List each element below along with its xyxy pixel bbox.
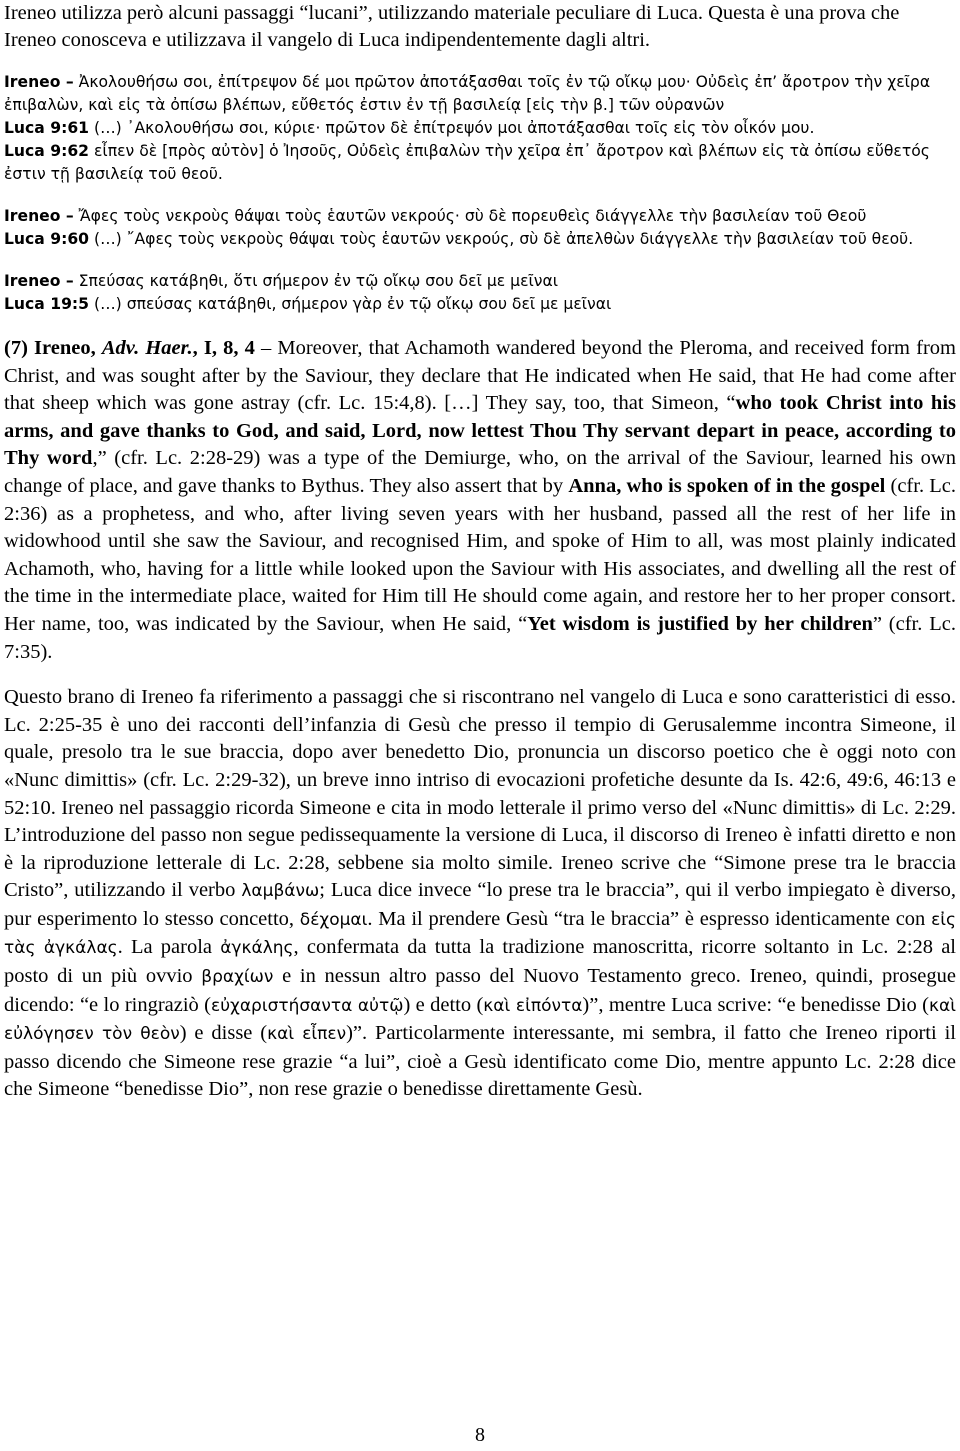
body-text: ,” (cfr. Lc. 2:28-29) was a type of the Demiurge, who, on the arrival of the Saviour, learned his own change of place, and gave thanks to Bythus. They also assert that by xyxy=(4,447,956,497)
ireneo-citation xyxy=(4,71,956,117)
greek-word: καὶ εὐλόγησεν τὸν θεὸν xyxy=(4,995,956,1045)
body-text: ) e detto ( xyxy=(403,993,484,1016)
section-7-paragraph xyxy=(4,335,956,666)
greek-word: καὶ εἶπεν xyxy=(267,1024,347,1045)
ireneo-label: Ireneo – xyxy=(4,272,74,290)
luca-label: Luca 19:5 xyxy=(4,295,90,313)
ireneo-greek-text: Ἄφες τοὺς νεκροὺς θάψαι τοὺς ἑαυτῶν νεκρούς· σὺ δὲ πορευθεὶς διάγγελλε τὴν βασιλείαν τοῦ Θεοῦ xyxy=(78,207,867,225)
luca-greek-text: (…) σπεύσας κατάβηθι, σήμερον γὰρ ἐν τῷ οἴκῳ σου δεῖ με μεῖναι xyxy=(94,295,612,313)
luca-label: Luca 9:60 xyxy=(4,230,90,248)
greek-word: εὐχαριστήσαντα αὐτῷ xyxy=(211,995,404,1016)
bold-quote: Anna, who is spoken of in the gospel xyxy=(568,474,886,497)
luca-greek-text: (…) ᾿Ακολουθήσω σοι, κύριε· πρῶτον δὲ ἐπίτρεψόν μοι ἀποτάξασθαι τοῖς εἰς τὸν οἶκόν μου. xyxy=(94,119,815,137)
work-reference: , I, 8, 4 xyxy=(192,337,255,359)
body-text: – Moreover, that Achamoth wandered beyond the Pleroma, and received form from Christ, and was sought after by the Saviour, they declare that He indicated when He said, that He had come after that sheep which was gone astray (cfr. Lc. 15:4,8). […] They say, too, that Simeon, “ xyxy=(4,337,956,415)
citation-group xyxy=(4,270,956,316)
greek-word: εἰς τὰς ἀγκάλας xyxy=(4,909,956,959)
ireneo-greek-text: Ἀκολουθήσω σοι, ἐπίτρεψον δέ μοι πρῶτον ἀποτάξασθαι τοῖς ἐν τῷ οἴκῳ μου· Οὐδεὶς ἐπ’ ἄροτρον τὴν χεῖρα ἐπιβαλὼν, καὶ εἰς τὰ ὀπίσω βλέπων, εὔθετός ἐστιν ἐν τῇ βασιλείᾳ [εἰς τὴν β.] τῶν οὐρανῶν xyxy=(4,73,931,114)
luca-citation xyxy=(4,117,956,140)
body-text: ” (cfr. Lc. 7:35). xyxy=(4,612,956,663)
luca-label: Luca 9:61 xyxy=(4,119,90,137)
luca-citation xyxy=(4,293,956,316)
body-text: (cfr. Lc. 2:36) as a prophetess, and who, after living seven years with her husband, passed all the rest of her life in widowhood until she saw the Saviour, and recognised Him, and spoke of Him to all, was most plainly indicated Achamoth, who, having for a little while looked upon the Saviour with His associates, and dwelling all the rest of the time in the intermediate place, waited for Him till He should come again, and restore her to her proper consort. Her name, too, was indicated by the Saviour, when He said, “ xyxy=(4,474,956,635)
body-text: . La parola xyxy=(117,936,221,959)
greek-word: λαμβάνω xyxy=(241,881,320,902)
citation-group xyxy=(4,205,956,251)
body-text: . Ma il prendere Gesù “tra le braccia” è espresso identicamente con xyxy=(367,907,932,930)
ireneo-citation xyxy=(4,270,956,293)
body-text: e in nessun altro passo del Nuovo Testamento greco. Ireneo, quindi, prosegue dicendo: “e lo ringraziò ( xyxy=(4,965,957,1016)
ireneo-label: Ireneo – xyxy=(4,207,74,225)
body-text: Questo brano di Ireneo fa riferimento a passaggi che si riscontrano nel vangelo di Luca e sono caratteristici di esso. Lc. 2:25-35 è uno dei racconti dell’infanzia di Gesù che presso il tempio di Gerusalemme incontra Simeone, il quale, presolo tra le sue braccia, dopo aver benedetto Dio, pronuncia un discorso poetico che è oggi noto con «Nunc dimittis» (cfr. Lc. 2:29-32), un breve inno intriso di evocazioni profetiche desunte da Is. 42:6, 49:6, 46:13 e 52:10. Ireneo nel passaggio ricorda Simeone e cita in modo letterale il primo verso del «Nunc dimittis» di Lc. 2:29. L’introduzione del passo non segue pedissequamente la versione di Luca, il discorso di Ireneo è infatti diretto e non è la riproduzione letterale di Lc. 2:28, sebbene sia molto simile. Ireneo scrive che “Simone prese tra le braccia Cristo”, utilizzando il verbo xyxy=(4,686,956,902)
bold-quote: who took Christ into his arms, and gave thanks to God, and said, Lord, now lettest Thou Thy servant depart in peace, according to Thy word xyxy=(4,392,956,470)
body-text: , confermata da tutta la tradizione manoscritta, ricorre soltanto in Lc. 2:28 al posto di un più ovvio xyxy=(4,936,957,988)
luca-label: Luca 9:62 xyxy=(4,142,90,160)
luca-greek-text: εἶπεν δὲ [πρὸς αὐτὸν] ὁ Ἰησοῦς, Οὐδεὶς ἐπιβαλὼν τὴν χεῖρα ἐπ᾽ ἄροτρον καὶ βλέπων εἰς τὰ ὀπίσω εὔθετός ἐστιν τῇ βασιλείᾳ τοῦ θεοῦ. xyxy=(4,142,930,183)
greek-word: καὶ εἰπόντα xyxy=(483,995,583,1016)
ireneo-greek-text: Σπεύσας κατάβηθι, ὅτι σήμερον ἐν τῷ οἴκῳ σου δεῖ με μεῖναι xyxy=(78,272,559,290)
section-number: (7) Ireneo, xyxy=(4,337,102,359)
ireneo-label: Ireneo – xyxy=(4,73,74,91)
body-text: ; Luca dice invece “lo prese tra le braccia”, qui il verbo impiegato è diverso, pur esperimento lo stesso concetto, xyxy=(4,879,956,930)
body-text: ) e disse ( xyxy=(179,1022,268,1045)
body-text: )”. Particolarmente interessante, mi sembra, il fatto che Ireneo riporti il passo dicendo che Simeone rese grazie “a lui”, cioè a Gesù identificato come Dio, mentre appunto Lc. 2:28 dice che Simeone “benedisse Dio”, non rese grazie o benedisse direttamente Gesù. xyxy=(4,1022,956,1101)
greek-word: βραχίων xyxy=(201,967,274,988)
commentary-paragraph xyxy=(4,684,956,1104)
ireneo-citation xyxy=(4,205,956,228)
greek-word: ἀγκάλης xyxy=(220,938,294,959)
document-page xyxy=(4,0,956,1104)
work-title: Adv. Haer. xyxy=(101,337,193,359)
citation-group xyxy=(4,71,956,186)
bold-quote: Yet wisdom is justified by her children xyxy=(527,612,873,635)
greek-word: δέχομαι xyxy=(299,909,368,930)
body-text: )”, mentre Luca scrive: “e benedisse Dio ( xyxy=(582,993,929,1016)
greek-citations xyxy=(4,71,956,316)
luca-greek-text: (…) ῎Αφες τοὺς νεκροὺς θάψαι τοὺς ἑαυτῶν νεκρούς, σὺ δὲ ἀπελθὼν διάγγελλε τὴν βασιλείαν τοῦ θεοῦ. xyxy=(94,230,914,248)
intro-paragraph: Ireneo utilizza però alcuni passaggi “lucani”, utilizzando materiale peculiare di Luca. Questa è una prova che Ireneo conosceva e utilizzava il vangelo di Luca indipendentemente dagli altri. xyxy=(4,2,900,51)
luca-citation xyxy=(4,140,956,186)
luca-citation xyxy=(4,228,956,251)
page-number: 8 xyxy=(475,1424,485,1446)
